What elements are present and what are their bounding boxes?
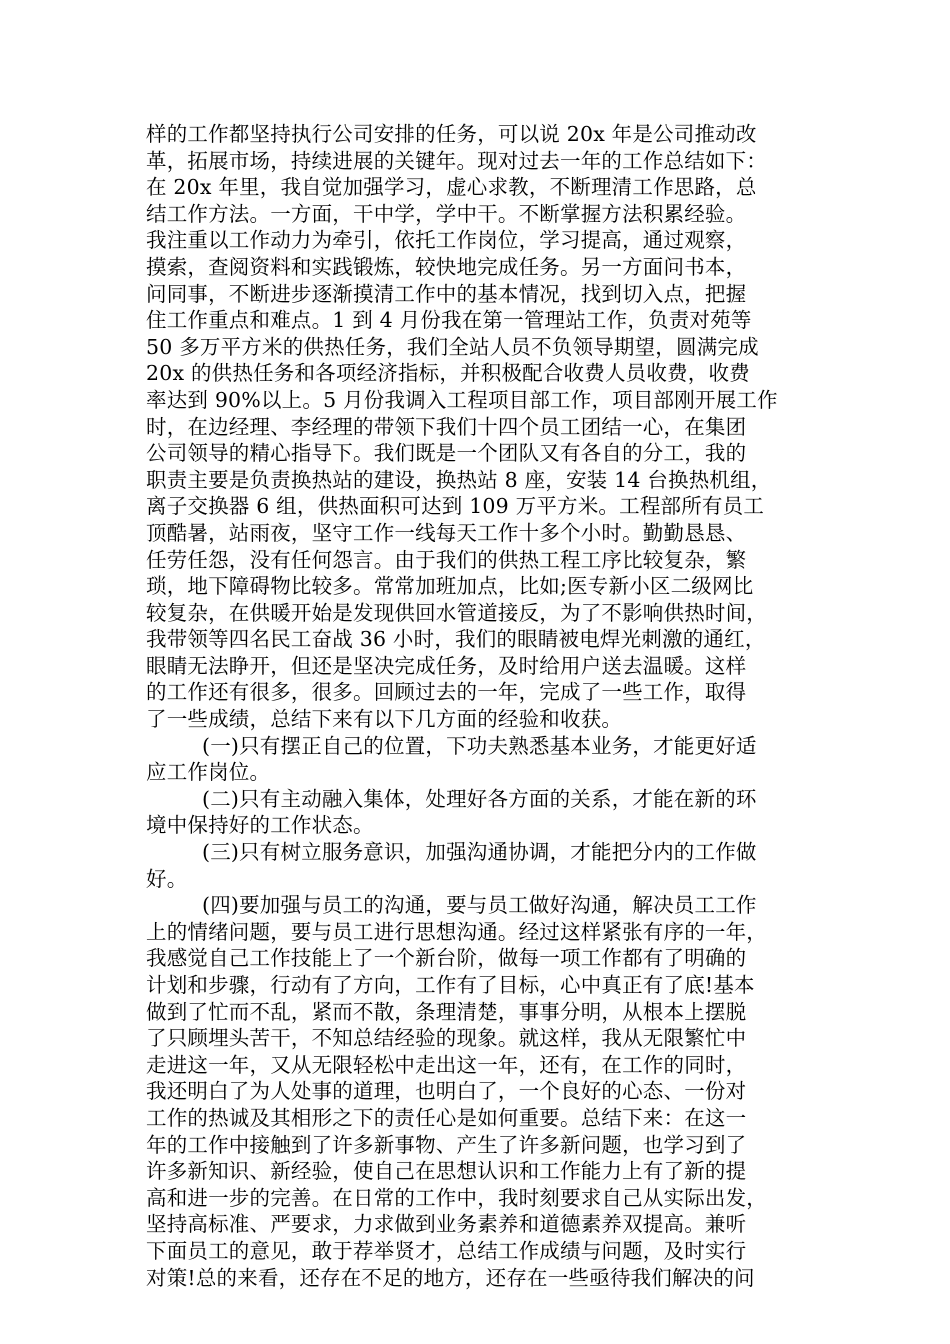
text-line: 工作的热诚及其相形之下的责任心是如何重要。总结下来：在这一 (146, 1105, 747, 1130)
text-line: 境中保持好的工作状态。 (146, 813, 374, 838)
text-line: 摸索，查阅资料和实践锻炼，较快地完成任务。另一方面问书本， (146, 254, 747, 279)
text-line: 高和进一步的完善。在日常的工作中，我时刻要求自己从实际出发， (146, 1185, 767, 1210)
text-line: 样的工作都坚持执行公司安排的任务，可以说 20x 年是公司推动改 (146, 122, 757, 146)
text-line: 住工作重点和难点。1 到 4 月份我在第一管理站工作，负责对苑等 (146, 308, 752, 333)
text-line: 我感觉自己工作技能上了一个新台阶，做每一项工作都有了明确的 (146, 946, 747, 971)
text-line: 走进这一年，又从无限轻松中走出这一年，还有，在工作的同时， (146, 1052, 747, 1077)
text-line: (一)只有摆正自己的位置，下功夫熟悉基本业务，才能更好适 (202, 733, 757, 758)
text-line: 琐，地下障碍物比较多。常常加班加点，比如;医专新小区二级网比 (146, 574, 754, 599)
text-line: 我带领等四名民工奋战 36 小时，我们的眼睛被电焊光刺激的通红， (146, 627, 766, 652)
text-line: 顶酷暑，站雨夜，坚守工作一线每天工作十多个小时。勤勤恳恳、 (146, 520, 747, 545)
text-line: 公司领导的精心指导下。我们既是一个团队又有各自的分工，我的 (146, 441, 747, 466)
text-line: 做到了忙而不乱，紧而不散，条理清楚，事事分明，从根本上摆脱 (146, 999, 747, 1024)
text-line: 问同事，不断进步逐渐摸清工作中的基本情况，找到切入点，把握 (146, 281, 747, 306)
text-line: 50 多万平方米的供热任务，我们全站人员不负领导期望，圆满完成 (146, 334, 759, 359)
text-line: 我注重以工作动力为牵引，依托工作岗位，学习提高，通过观察， (146, 228, 747, 253)
text-line: 在 20x 年里，我自觉加强学习，虚心求教，不断理清工作思路，总 (146, 175, 757, 200)
text-line: 了只顾埋头苦干，不知总结经验的现象。就这样，我从无限繁忙中 (146, 1026, 747, 1051)
text-line: 下面员工的意见，敢于荐举贤才，总结工作成绩与问题，及时实行 (146, 1238, 747, 1263)
text-line: 时，在边经理、李经理的带领下我们十四个员工团结一心，在集团 (146, 414, 747, 439)
text-line: (二)只有主动融入集体，处理好各方面的关系，才能在新的环 (202, 786, 757, 811)
text-line: 许多新知识、新经验，使自己在思想认识和工作能力上有了新的提 (146, 1159, 747, 1184)
text-line: 结工作方法。一方面，干中学，学中干。不断掌握方法积累经验。 (146, 201, 747, 226)
text-line: (三)只有树立服务意识，加强沟通协调，才能把分内的工作做 (202, 840, 757, 865)
text-line: 计划和步骤，行动有了方向，工作有了目标，心中真正有了底!基本 (146, 973, 755, 997)
text-line: 革，拓展市场，持续进展的关键年。现对过去一年的工作总结如下： (146, 148, 767, 173)
text-line: 职责主要是负责换热站的建设，换热站 8 座，安装 14 台换热机组， (146, 467, 772, 492)
text-line: 离子交换器 6 组，供热面积可达到 109 万平方米。工程部所有员工 (146, 494, 765, 519)
text-line: 20x 的供热任务和各项经济指标，并积极配合收费人员收费，收费 (146, 361, 750, 386)
text-line: 对策!总的来看，还存在不足的地方，还存在一些亟待我们解决的问 (146, 1265, 755, 1290)
text-line: 的工作还有很多，很多。回顾过去的一年，完成了一些工作，取得 (146, 680, 747, 705)
text-line: 我还明白了为人处事的道理，也明白了，一个良好的心态、一份对 (146, 1079, 747, 1104)
text-line: 率达到 90%以上。5 月份我调入工程项目部工作，项目部刚开展工作 (146, 387, 778, 412)
text-line: 眼睛无法睁开，但还是坚决完成任务，及时给用户送去温暖。这样 (146, 653, 747, 678)
text-line: 任劳任怨，没有任何怨言。由于我们的供热工程工序比较复杂，繁 (146, 547, 747, 572)
text-line: 上的情绪问题，要与员工进行思想沟通。经过这样紧张有序的一年， (146, 919, 767, 944)
text-line: 应工作岗位。 (146, 760, 271, 785)
text-line: (四)要加强与员工的沟通，要与员工做好沟通，解决员工工作 (202, 893, 757, 918)
text-line: 好。 (146, 866, 188, 891)
text-line: 年的工作中接触到了许多新事物、产生了许多新问题，也学习到了 (146, 1132, 747, 1157)
text-line: 较复杂，在供暖开始是发现供回水管道接反，为了不影响供热时间， (146, 600, 767, 625)
text-line: 坚持高标准、严要求，力求做到业务素养和道德素养双提高。兼听 (146, 1212, 747, 1237)
text-line: 了一些成绩，总结下来有以下几方面的经验和收获。 (146, 707, 623, 732)
document-body-text (146, 121, 806, 1291)
